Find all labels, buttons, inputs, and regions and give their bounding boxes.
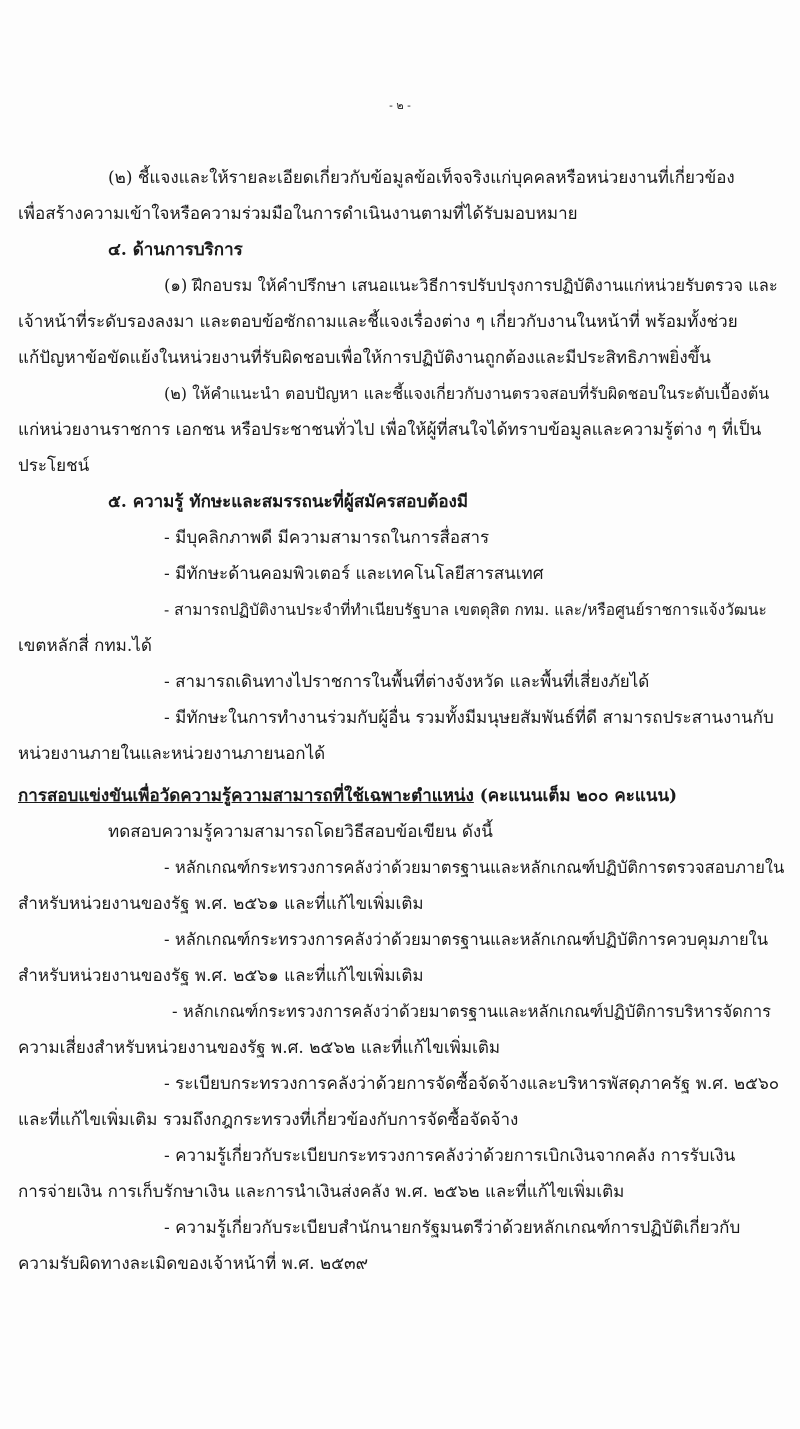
section-heading: ๕. ความรู้ ทักษะและสมรรถนะที่ผู้สมัครสอบต้องมี [108,492,469,512]
text-line: เพื่อสร้างความเข้าใจหรือความร่วมมือในการดำเนินงานตามที่ได้รับมอบหมาย [18,204,578,224]
text-line: หน่วยงานภายในและหน่วยงานภายนอกได้ [18,744,326,764]
bullet-item: - ความรู้เกี่ยวกับระเบียบกระทรวงการคลังว่าด้วยการเบิกเงินจากคลัง การรับเงิน [164,1146,736,1166]
text-line: และที่แก้ไขเพิ่มเติม รวมถึงกฎกระทรวงที่เกี่ยวข้องกับการจัดซื้อจัดจ้าง [18,1110,519,1130]
text-line: การจ่ายเงิน การเก็บรักษาเงิน และการนำเงินส่งคลัง พ.ศ. ๒๕๖๒ และที่แก้ไขเพิ่มเติม [18,1182,625,1202]
bullet-item: - สามารถปฏิบัติงานประจำที่ทำเนียบรัฐบาล เขตดุสิต กทม. และ/หรือศูนย์ราชการแจ้งวัฒนะ [164,601,767,619]
text-line: สำหรับหน่วยงานของรัฐ พ.ศ. ๒๕๖๑ และที่แก้ไขเพิ่มเติม [18,894,424,914]
text-line: ประโยชน์ [18,456,90,476]
section-heading: ๔. ด้านการบริการ [108,240,243,260]
text-line: เจ้าหน้าที่ระดับรองลงมา และตอบข้อซักถามและชี้แจงเรื่องต่าง ๆ เกี่ยวกับงานในหน้าที่ พร้อมทั้งช่วย [18,312,738,332]
page-number: - ๒ - [389,99,411,112]
text-line: สำหรับหน่วยงานของรัฐ พ.ศ. ๒๕๖๑ และที่แก้ไขเพิ่มเติม [18,966,424,986]
bullet-item: - หลักเกณฑ์กระทรวงการคลังว่าด้วยมาตรฐานและหลักเกณฑ์ปฏิบัติการควบคุมภายใน [164,930,768,949]
text-line: แก่หน่วยงานราชการ เอกชน หรือประชาชนทั่วไป เพื่อให้ผู้ที่สนใจได้ทราบข้อมูลและความรู้ต่าง ๆ ที่เป็น [18,420,762,440]
text-line: (๑) ฝึกอบรม ให้คำปรึกษา เสนอแนะวิธีการปรับปรุงการปฏิบัติงานแก่หน่วยรับตรวจ และ [164,276,778,295]
text-line: ความเสี่ยงสำหรับหน่วยงานของรัฐ พ.ศ. ๒๕๖๒ และที่แก้ไขเพิ่มเติม [18,1038,501,1058]
text-line: (๒) ชี้แจงและให้รายละเอียดเกี่ยวกับข้อมูลข้อเท็จจริงแก่บุคคลหรือหน่วยงานที่เกี่ยวข้อง [108,168,735,188]
text-line: เขตหลักสี่ กทม.ได้ [18,636,152,656]
exam-heading [18,784,677,808]
bullet-item: - หลักเกณฑ์กระทรวงการคลังว่าด้วยมาตรฐานและหลักเกณฑ์ปฏิบัติการบริหารจัดการ [172,1002,771,1021]
text-line: (๒) ให้คำแนะนำ ตอบปัญหา และชี้แจงเกี่ยวกับงานตรวจสอบที่รับผิดชอบในระดับเบื้องต้น [164,384,770,403]
bullet-item: - สามารถเดินทางไปราชการในพื้นที่ต่างจังหวัด และพื้นที่เสี่ยงภัยได้ [164,672,650,692]
bullet-item: - ความรู้เกี่ยวกับระเบียบสำนักนายกรัฐมนตรีว่าด้วยหลักเกณฑ์การปฏิบัติเกี่ยวกับ [164,1218,741,1238]
text-line: ความรับผิดทางละเมิดของเจ้าหน้าที่ พ.ศ. ๒๕๓๙ [18,1254,369,1274]
bullet-item: - หลักเกณฑ์กระทรวงการคลังว่าด้วยมาตรฐานและหลักเกณฑ์ปฏิบัติการตรวจสอบภายใน [164,858,785,877]
bullet-item: - มีทักษะด้านคอมพิวเตอร์ และเทคโนโลยีสารสนเทศ [164,564,544,584]
text-line: แก้ปัญหาข้อขัดแย้งในหน่วยงานที่รับผิดชอบเพื่อให้การปฏิบัติงานถูกต้องและมีประสิทธิภาพยิ่งขึ้น [18,348,711,368]
bullet-item: - มีทักษะในการทำงานร่วมกับผู้อื่น รวมทั้งมีมนุษยสัมพันธ์ที่ดี สามารถประสานงานกับ [164,708,774,728]
exam-heading-score: (คะแนนเต็ม ๒๐๐ คะแนน) [473,786,678,806]
text-line: ทดสอบความรู้ความสามารถโดยวิธีสอบข้อเขียน ดังนี้ [108,822,493,842]
bullet-item: - ระเบียบกระทรวงการคลังว่าด้วยการจัดซื้อจัดจ้างและบริหารพัสดุภาครัฐ พ.ศ. ๒๕๖๐ [164,1074,780,1094]
bullet-item: - มีบุคลิกภาพดี มีความสามารถในการสื่อสาร [164,528,490,548]
exam-heading-underlined: การสอบแข่งขันเพื่อวัดความรู้ความสามารถที่ใช้เฉพาะตำแหน่ง [18,786,474,806]
